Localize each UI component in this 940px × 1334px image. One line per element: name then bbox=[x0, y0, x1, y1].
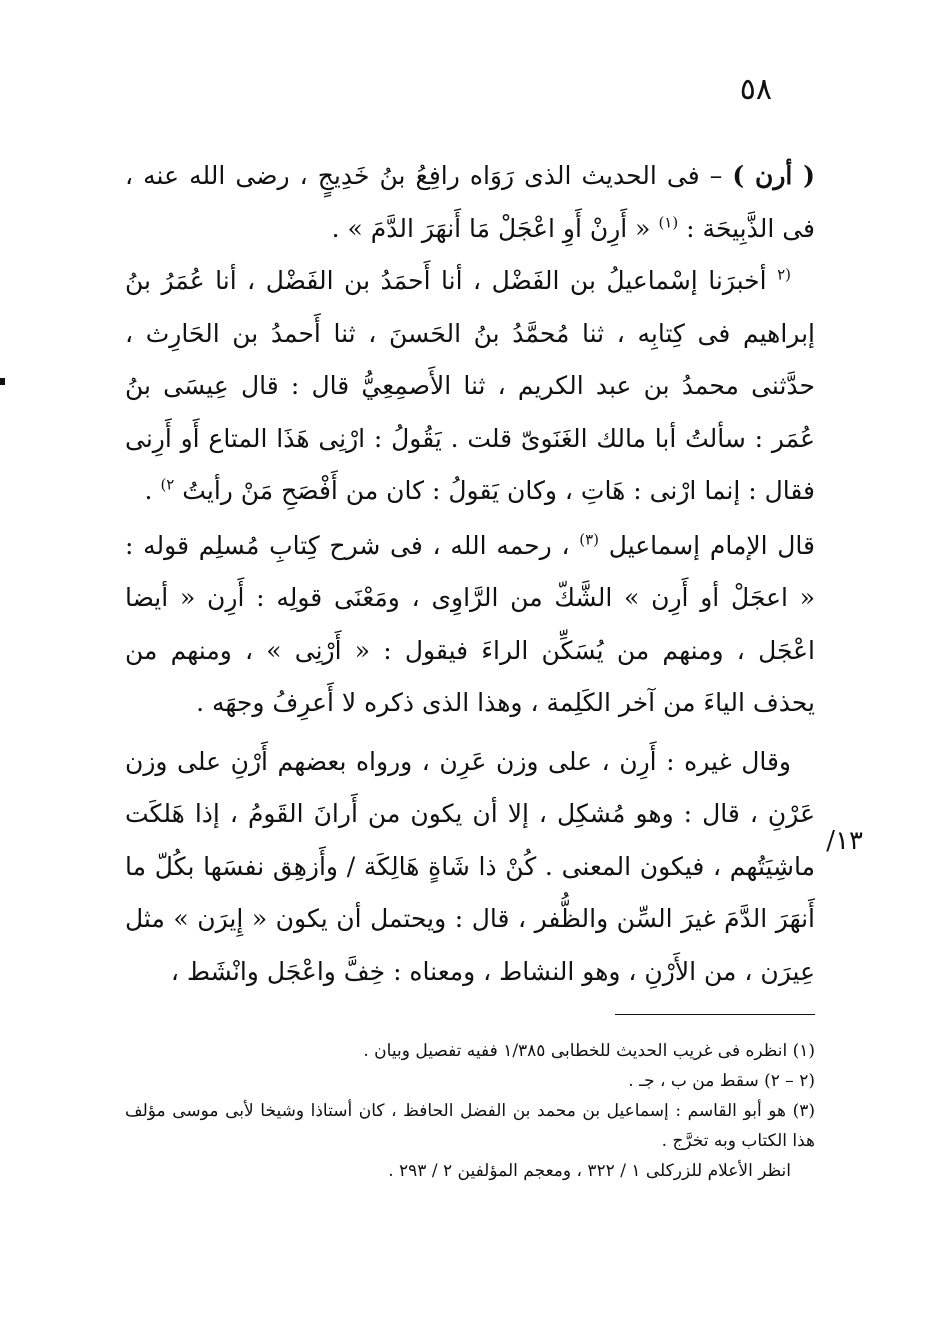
main-text bbox=[125, 150, 815, 998]
paragraph-other-opinion bbox=[125, 736, 815, 999]
scan-edge-mark bbox=[0, 378, 5, 385]
footnote-ref-1: (١) bbox=[658, 213, 679, 232]
page-number: ٥٨ bbox=[739, 72, 772, 107]
paragraph-isnad bbox=[125, 255, 815, 518]
paragraph-text: وقال غيره : أَرِن ، على وزن عَرِن ، ورواه بعضهم أَرْنِ على وزن عَرْنِ ، قال : وهو مُشكِل ، إلا أن يكون من أَرانَ القَومُ ، إذا هَلكَت ماشِيَتُهم ، فيكون المعنى . كُنْ ذا شَاةٍ هَالِكَة / وأَزهِق نفسَها بكُلّ ما أَنهَرَ الدَّمَ غيرَ السِّن والظُّفر ، قال : ويحتمل أن يكون « إِيرَن » مثل عِيرَن ، من الأَرْنِ ، وهو النشاط ، ومعناه : خِفَّ واعْجَل وانْشَط ، bbox=[125, 746, 815, 986]
hadith-quote: « أَرِنْ أَوِ اعْجَلْ مَا أَنهَرَ الدَّمَ » . bbox=[331, 213, 659, 243]
footnote-ref-2-end: ٢) bbox=[160, 475, 175, 494]
paragraph-text-a: قال الإمام إسماعيل bbox=[599, 530, 815, 560]
paragraph-text-b: ، رحمه الله ، فى شرح كِتابِ مُسلِم قوله : « اعجَلْ أو أَرِن » الشَّكّ من الرَّاوِى ، ومَعْنَى قولِه : أَرِن « أيضا اعْجَل ، ومنهم من يُسَكِّن الراءَ فيقول : « أَرْنِى » ، ومنهم من يحذف الياءَ من آخر الكَلِمة ، وهذا الذى ذكره لا أَعرِفُ وجهَه . bbox=[125, 530, 815, 717]
footnote-ref-2-start: (٢ bbox=[777, 265, 791, 284]
footnote-1: (١) انظره فى غريب الحديث للخطابى ١/٣٨٥ ففيه تفصيل وبيان . bbox=[363, 1041, 815, 1061]
footnote-2: (٢ – ٢) سقط من ب ، جـ . bbox=[628, 1071, 815, 1091]
paragraph-imam-ismail bbox=[125, 520, 815, 730]
footnote-3-reference: انظر الأعلام للزركلى ١ / ٣٢٢ ، ومعجم المؤلفين ٢ / ٢٩٣ . bbox=[388, 1161, 791, 1181]
paragraph-entry-arin bbox=[125, 150, 815, 255]
manuscript-folio-marker: ١٣/ bbox=[826, 826, 863, 856]
paragraph-text: – فى الحديث الذى رَوَاه رافِعُ بنُ خَدِيجٍ ، رضى الله عنه ، فى الذَّبِيحَة : bbox=[125, 161, 815, 243]
footnotes bbox=[125, 1036, 815, 1186]
footnote-ref-3: (٣) bbox=[579, 530, 600, 549]
footnote-divider bbox=[615, 1014, 815, 1015]
entry-term: ( أرن ) bbox=[732, 161, 816, 190]
footnote-3: (٣) هو أبو القاسم : إسماعيل بن محمد بن الفضل الحافظ ، كان أستاذا وشيخا لأبى موسى مؤلف هذا الكتاب وبه تخرَّج . bbox=[125, 1101, 815, 1151]
paragraph-text: أخبرَنا إسْماعيلُ بن الفَضْل ، أنا أَحمَدُ بن الفَضْل ، أنا عُمَرُ بنُ إبراهيم فى كِتابِه ، ثنا مُحمَّدُ بنُ الحَسنَ ، ثنا أَحمدُ بن الحَارِث ، حدَّثنى محمدُ بن عبد الكريم ، ثنا الأَصمِعِيُّ قال : قال عِيسَى بنُ عُمَر : سألتُ أبا مالك الغَنَوىّ قلت . يَقُولُ : ارْنِى هَذَا المتاع أَو أَرِنى فقال : إنما ارْنى : هَاتِ ، وكان يَقولُ : كان من أَفْصَحِ مَنْ رأيتُ bbox=[125, 266, 815, 505]
paragraph-end: . bbox=[144, 476, 161, 505]
